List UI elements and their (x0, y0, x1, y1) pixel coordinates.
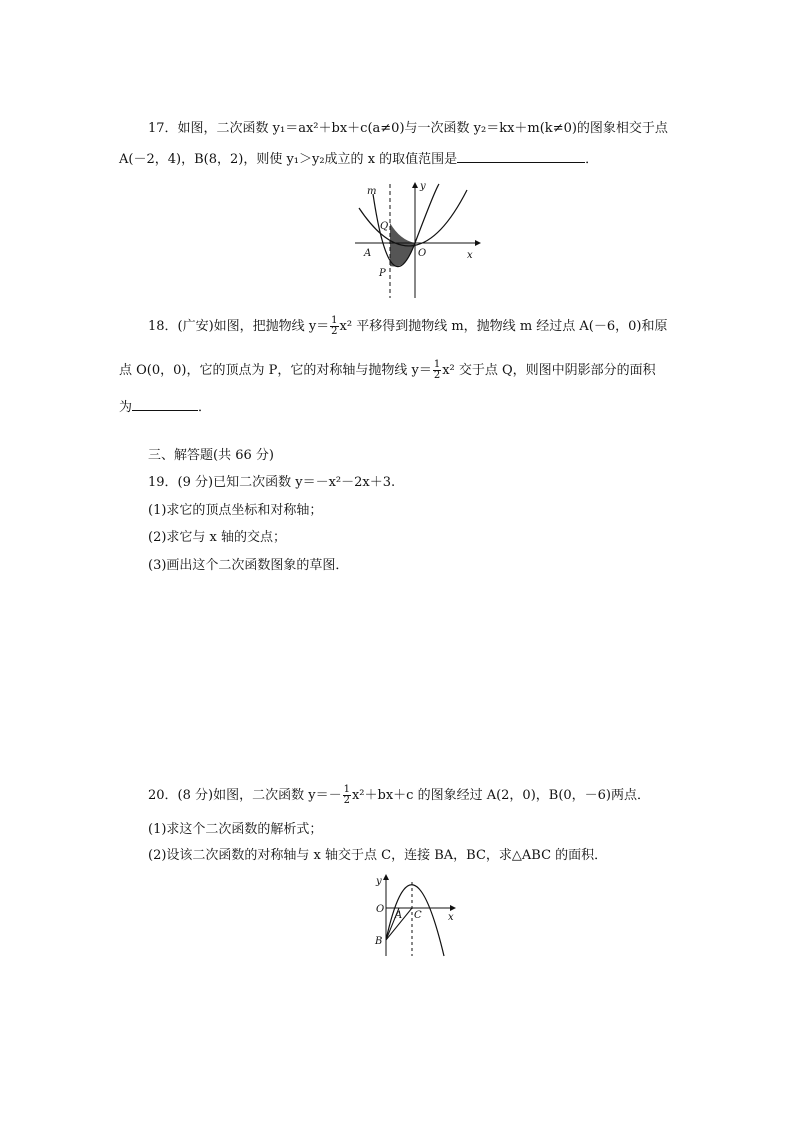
q17-label-Q: Q (380, 221, 389, 232)
section3-title: 三、解答题(共 66 分) (148, 448, 274, 463)
q17-line2 (119, 148, 598, 170)
q17-figure (345, 180, 485, 300)
q20-y-arrow (383, 874, 389, 880)
q18-line1-b: x² 平移得到抛物线 m，抛物线 m 经过点 A(－6，0)和原 (339, 319, 668, 334)
q17-label-O: O (418, 248, 427, 259)
q17-parabola-base (359, 190, 467, 246)
q18-frac2-den: 2 (433, 370, 441, 381)
q17-label-A: A (364, 248, 372, 259)
q18-line3-a: 为 (119, 400, 133, 415)
q17-x-arrow (475, 240, 481, 246)
q17-line2-end: ． (585, 152, 599, 167)
q18-line1 (148, 316, 667, 337)
q20-label-O: O (376, 904, 385, 915)
q18-line2-b: x² 交于点 Q，则图中阴影部分的面积 (442, 363, 656, 378)
q20-label-A: A (395, 910, 403, 921)
q20-label-y: y (376, 876, 382, 887)
q18-line1-a: 18．(广安)如图，把抛物线 y＝ (148, 319, 330, 334)
q18-fraction-2 (433, 360, 441, 381)
q17-label-P: P (379, 268, 386, 279)
q20-stem-b: x²＋bx＋c 的图象经过 A(2，0)，B(0，－6)两点． (351, 788, 651, 803)
q17-line1: 17．如图，二次函数 y₁＝ax²＋bx＋c(a≠0)与一次函数 y₂＝kx＋m(k≠0)的图象相交于点 (148, 121, 668, 136)
q18-fraction-1 (330, 316, 338, 337)
q20-x-arrow (450, 905, 456, 911)
q20-part1: (1)求这个二次函数的解析式； (148, 822, 323, 837)
q19-part2: (2)求它与 x 轴的交点； (148, 530, 287, 545)
q20-label-C: C (414, 910, 422, 921)
q17-label-m: m (367, 186, 377, 197)
q20-fraction (343, 785, 351, 806)
q20-part2: (2)设该二次函数的对称轴与 x 轴交于点 C，连接 BA，BC，求△ABC 的面积． (148, 848, 608, 863)
q17-label-y: y (420, 181, 426, 192)
q17-line2-text: A(－2，4)，B(8，2)，则使 y₁＞y₂成立的 x 的取值范围是 (119, 152, 458, 167)
q20-figure (370, 872, 460, 960)
q18-frac1-den: 2 (331, 326, 338, 337)
q18-line2-a: 点 O(0，0)，它的顶点为 P，它的对称轴与抛物线 y＝ (119, 363, 432, 378)
q18-line2 (119, 360, 656, 381)
q18-line3-b: ． (198, 400, 212, 415)
q20-stem-a: 20．(8 分)如图，二次函数 y＝－ (148, 788, 342, 803)
q20-frac-num: 1 (343, 784, 350, 795)
q19-stem: 19．(9 分)已知二次函数 y＝－x²－2x＋3. (148, 475, 396, 490)
q20-label-x: x (448, 912, 454, 923)
q17-label-x: x (467, 250, 473, 261)
q17-y-arrow (412, 182, 418, 188)
q20-stem (148, 785, 650, 806)
q20-label-B: B (375, 936, 383, 947)
q17-answer-blank[interactable] (457, 148, 585, 163)
q18-answer-blank[interactable] (132, 396, 198, 411)
q19-part1: (1)求它的顶点坐标和对称轴； (148, 503, 323, 518)
q18-line3 (119, 396, 211, 418)
q18-frac2-num: 1 (433, 359, 441, 370)
q20-frac-den: 2 (343, 795, 350, 806)
q18-frac1-num: 1 (331, 315, 338, 326)
q19-part3: (3)画出这个二次函数图象的草图． (148, 558, 349, 573)
